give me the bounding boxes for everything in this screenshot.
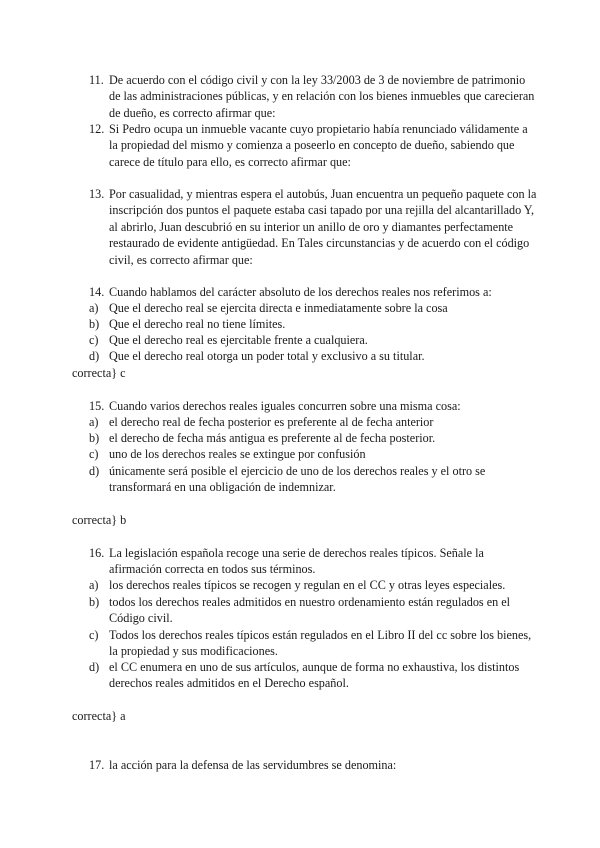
option-14-c [89, 332, 539, 348]
question-13 [89, 186, 539, 268]
option-letter: d) [89, 660, 100, 674]
option-text: el derecho de fecha más antigua es preferente al de fecha posterior. [109, 431, 436, 445]
option-14-b [89, 316, 539, 332]
question-number: 14. [89, 285, 105, 299]
question-number: 11. [89, 73, 104, 87]
question-17 [89, 757, 539, 773]
option-15-a [89, 414, 539, 430]
option-14-a [89, 300, 539, 316]
option-letter: b) [89, 317, 100, 331]
question-text: Cuando varios derechos reales iguales concurren sobre una misma cosa: [109, 399, 461, 413]
option-letter: b) [89, 595, 100, 609]
option-text: Que el derecho real no tiene límites. [109, 317, 286, 331]
question-15 [89, 398, 539, 414]
question-number: 16. [89, 546, 105, 560]
question-12 [89, 121, 539, 170]
option-text: los derechos reales típicos se recogen y regulan en el CC y otras leyes especiales. [109, 578, 506, 592]
option-16-b [89, 594, 539, 627]
option-letter: a) [89, 415, 99, 429]
option-letter: d) [89, 464, 100, 478]
option-text: uno de los derechos reales se extingue por confusión [109, 447, 366, 461]
answer-16: correcta} a [72, 709, 126, 723]
option-16-c [89, 627, 539, 660]
option-15-c [89, 446, 539, 462]
answer-14: correcta} c [72, 366, 126, 380]
option-16-d [89, 659, 539, 692]
option-text: el CC enumera en uno de sus artículos, aunque de forma no exhaustiva, los distintos derechos reales admitidos en el Derecho español. [109, 660, 520, 691]
option-letter: a) [89, 578, 99, 592]
option-letter: d) [89, 349, 100, 363]
option-letter: b) [89, 431, 100, 445]
option-text: el derecho real de fecha posterior es preferente al de fecha anterior [109, 415, 434, 429]
question-11 [89, 72, 539, 121]
question-number: 12. [89, 122, 105, 136]
option-letter: a) [89, 301, 99, 315]
option-15-d [89, 463, 539, 496]
question-number: 17. [89, 758, 105, 772]
question-number: 15. [89, 399, 105, 413]
option-16-a [89, 577, 539, 593]
question-text: Si Pedro ocupa un inmueble vacante cuyo propietario había renunciado válidamente a la propiedad del mismo y comienza a poseerlo en concepto de dueño, sabiendo que carece de título para ello, es correcto afirmar que: [109, 122, 528, 169]
question-14 [89, 284, 539, 300]
option-letter: c) [89, 333, 99, 347]
question-number: 13. [89, 187, 105, 201]
question-text: la acción para la defensa de las servidumbres se denomina: [109, 758, 397, 772]
option-letter: c) [89, 628, 99, 642]
question-text: La legislación española recoge una serie de derechos reales típicos. Señale la afirmación correcta en todos sus términos. [109, 546, 484, 577]
option-text: únicamente será posible el ejercicio de uno de los derechos reales y el otro se transformará en una obligación de indemnizar. [109, 464, 486, 495]
question-text: Por casualidad, y mientras espera el autobús, Juan encuentra un pequeño paquete con la inscripción dos puntos el paquete estaba casi tapado por una rejilla del alcantarillado Y, al abrirlo, Juan descubrió en su interior un anillo de oro y diamantes perfectamente restaurado de evidente antigüedad. En Tales circunstancias y de acuerdo con el código civil, es correcto afirmar que: [109, 187, 537, 267]
option-text: Todos los derechos reales típicos están regulados en el Libro II del cc sobre los bienes, la propiedad y sus modificaciones. [109, 628, 532, 659]
option-text: Que el derecho real es ejercitable frente a cualquiera. [109, 333, 368, 347]
option-text: todos los derechos reales admitidos en nuestro ordenamiento están regulados en el Código civil. [109, 595, 511, 626]
option-15-b [89, 430, 539, 446]
question-text: De acuerdo con el código civil y con la ley 33/2003 de 3 de noviembre de patrimonio de las administraciones públicas, y en relación con los bienes inmuebles que carecieran de dueño, es correcto afirmar que: [109, 73, 535, 120]
option-text: Que el derecho real se ejercita directa e inmediatamente sobre la cosa [109, 301, 448, 315]
option-letter: c) [89, 447, 99, 461]
option-14-d [89, 348, 539, 364]
question-text: Cuando hablamos del carácter absoluto de los derechos reales nos referimos a: [109, 285, 492, 299]
question-16 [89, 545, 539, 578]
option-text: Que el derecho real otorga un poder total y exclusivo a su titular. [109, 349, 425, 363]
answer-15: correcta} b [72, 513, 127, 527]
